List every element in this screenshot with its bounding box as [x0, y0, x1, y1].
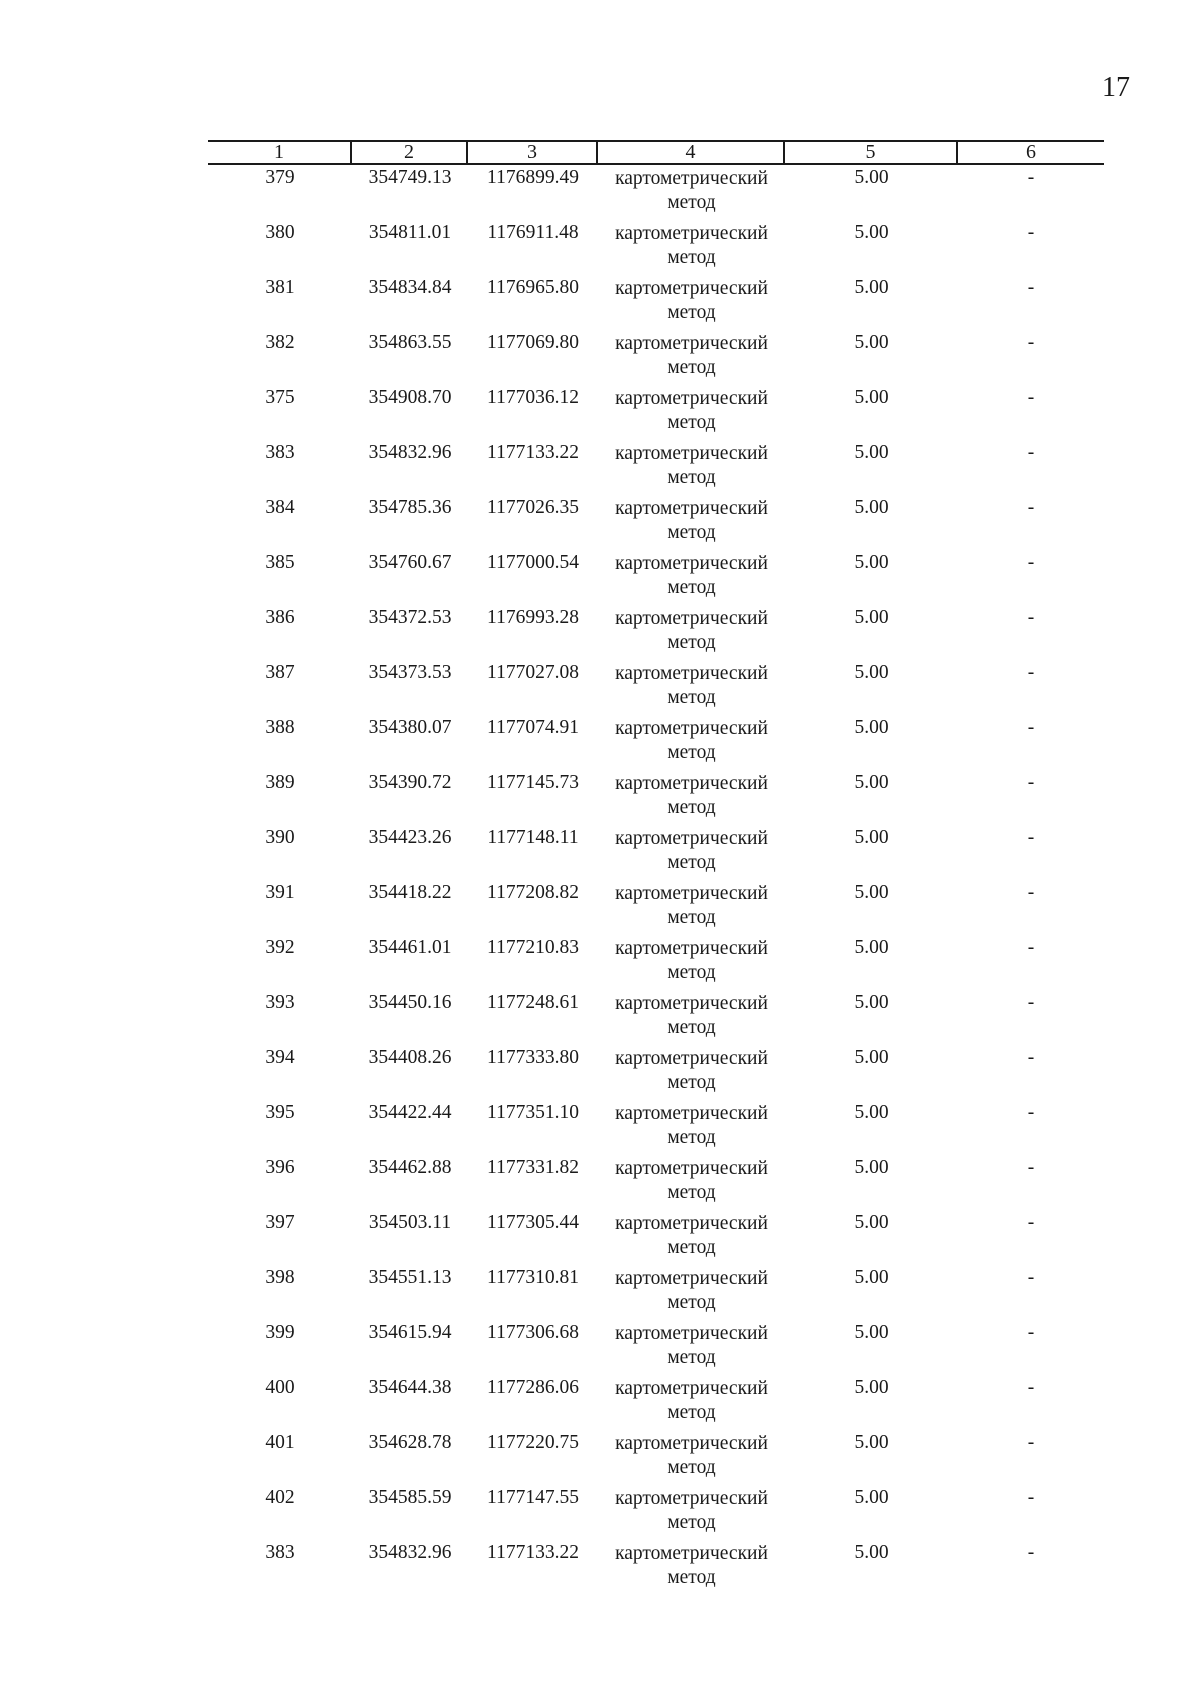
y-coordinate-cell: 1177305.44 [487, 1212, 579, 1233]
note-cell: - [1027, 552, 1035, 573]
method-line-2: метод [667, 302, 716, 323]
x-coordinate-cell: 354749.13 [368, 167, 452, 188]
table-row [208, 605, 1104, 660]
method-cell [598, 1540, 785, 1595]
x-coordinate-cell: 354423.26 [368, 827, 452, 848]
method-line-2: метод [667, 1402, 716, 1423]
table-row [208, 165, 1104, 220]
method-line-1: картометрический [615, 333, 768, 354]
method-cell [598, 330, 785, 385]
point-number-cell: 396 [265, 1157, 295, 1178]
accuracy-cell: 5.00 [854, 992, 889, 1013]
note-cell: - [1027, 1212, 1035, 1233]
method-line-1: картометрический [615, 883, 768, 904]
x-coordinate-cell: 354628.78 [368, 1432, 452, 1453]
method-cell [598, 1265, 785, 1320]
point-number-cell: 398 [265, 1267, 295, 1288]
x-coordinate-cell: 354908.70 [368, 387, 452, 408]
accuracy-cell: 5.00 [854, 882, 889, 903]
table-row [208, 1375, 1104, 1430]
method-cell [598, 1045, 785, 1100]
method-line-1: картометрический [615, 1268, 768, 1289]
accuracy-cell: 5.00 [854, 1322, 889, 1343]
method-line-2: метод [667, 1182, 716, 1203]
table-row [208, 1485, 1104, 1540]
method-cell [598, 825, 785, 880]
note-cell: - [1027, 1542, 1035, 1563]
accuracy-cell: 5.00 [854, 497, 889, 518]
header-col-6: 6 [1026, 141, 1036, 163]
x-coordinate-cell: 354811.01 [368, 222, 452, 243]
accuracy-cell: 5.00 [854, 277, 889, 298]
y-coordinate-cell: 1177208.82 [487, 882, 579, 903]
method-line-2: метод [667, 962, 716, 983]
x-coordinate-cell: 354834.84 [368, 277, 452, 298]
x-coordinate-cell: 354462.88 [368, 1157, 452, 1178]
x-coordinate-cell: 354644.38 [368, 1377, 452, 1398]
y-coordinate-cell: 1177036.12 [487, 387, 579, 408]
note-cell: - [1027, 1267, 1035, 1288]
x-coordinate-cell: 354863.55 [368, 332, 452, 353]
method-cell [598, 385, 785, 440]
point-number-cell: 375 [265, 387, 295, 408]
method-line-1: картометрический [615, 388, 768, 409]
header-col-5: 5 [785, 142, 958, 163]
method-line-2: метод [667, 1457, 716, 1478]
method-line-2: метод [667, 247, 716, 268]
method-line-2: метод [667, 797, 716, 818]
method-cell [598, 990, 785, 1045]
y-coordinate-cell: 1177220.75 [487, 1432, 579, 1453]
table-row [208, 330, 1104, 385]
method-line-2: метод [667, 742, 716, 763]
method-cell [598, 220, 785, 275]
y-coordinate-cell: 1177133.22 [487, 442, 579, 463]
note-cell: - [1027, 167, 1035, 188]
accuracy-cell: 5.00 [854, 1542, 889, 1563]
method-line-1: картометрический [615, 443, 768, 464]
table-body [208, 165, 1104, 1595]
accuracy-cell: 5.00 [854, 167, 889, 188]
method-line-1: картометрический [615, 663, 768, 684]
method-cell [598, 1485, 785, 1540]
x-coordinate-cell: 354390.72 [368, 772, 452, 793]
x-coordinate-cell: 354832.96 [368, 442, 452, 463]
y-coordinate-cell: 1177133.22 [487, 1542, 579, 1563]
accuracy-cell: 5.00 [854, 1102, 889, 1123]
header-col-4: 4 [598, 142, 785, 163]
note-cell: - [1027, 442, 1035, 463]
method-line-2: метод [667, 1347, 716, 1368]
y-coordinate-cell: 1177148.11 [487, 827, 579, 848]
method-cell [598, 495, 785, 550]
method-line-2: метод [667, 357, 716, 378]
x-coordinate-cell: 354760.67 [368, 552, 452, 573]
x-coordinate-cell: 354373.53 [368, 662, 452, 683]
method-line-1: картометрический [615, 168, 768, 189]
method-line-2: метод [667, 1017, 716, 1038]
method-line-1: картометрический [615, 1543, 768, 1564]
accuracy-cell: 5.00 [854, 717, 889, 738]
note-cell: - [1027, 1487, 1035, 1508]
note-cell: - [1027, 497, 1035, 518]
table-row [208, 495, 1104, 550]
point-number-cell: 389 [265, 772, 295, 793]
note-cell: - [1027, 277, 1035, 298]
point-number-cell: 383 [265, 442, 295, 463]
method-line-2: метод [667, 1072, 716, 1093]
method-line-1: картометрический [615, 1103, 768, 1124]
method-line-2: метод [667, 1237, 716, 1258]
accuracy-cell: 5.00 [854, 662, 889, 683]
table-row [208, 1045, 1104, 1100]
method-cell [598, 1430, 785, 1485]
method-cell [598, 715, 785, 770]
table-row [208, 220, 1104, 275]
table-row [208, 1155, 1104, 1210]
method-line-1: картометрический [615, 1213, 768, 1234]
accuracy-cell: 5.00 [854, 827, 889, 848]
accuracy-cell: 5.00 [854, 552, 889, 573]
point-number-cell: 401 [265, 1432, 295, 1453]
table-row [208, 1100, 1104, 1155]
note-cell: - [1027, 1377, 1035, 1398]
note-cell: - [1027, 992, 1035, 1013]
accuracy-cell: 5.00 [854, 607, 889, 628]
note-cell: - [1027, 662, 1035, 683]
note-cell: - [1027, 1322, 1035, 1343]
point-number-cell: 402 [265, 1487, 295, 1508]
y-coordinate-cell: 1177210.83 [487, 937, 579, 958]
y-coordinate-cell: 1177331.82 [487, 1157, 579, 1178]
method-line-2: метод [667, 192, 716, 213]
method-line-1: картометрический [615, 1378, 768, 1399]
point-number-cell: 393 [265, 992, 295, 1013]
method-cell [598, 1210, 785, 1265]
method-line-1: картометрический [615, 773, 768, 794]
accuracy-cell: 5.00 [854, 442, 889, 463]
table-row [208, 990, 1104, 1045]
accuracy-cell: 5.00 [854, 1157, 889, 1178]
method-line-2: метод [667, 1292, 716, 1313]
method-cell [598, 935, 785, 990]
method-line-1: картометрический [615, 1488, 768, 1509]
point-number-cell: 397 [265, 1212, 295, 1233]
method-cell [598, 1100, 785, 1155]
table-row [208, 1320, 1104, 1375]
method-line-2: метод [667, 907, 716, 928]
y-coordinate-cell: 1176965.80 [487, 277, 579, 298]
method-cell [598, 880, 785, 935]
point-number-cell: 394 [265, 1047, 295, 1068]
x-coordinate-cell: 354422.44 [368, 1102, 452, 1123]
point-number-cell: 380 [265, 222, 295, 243]
method-line-1: картометрический [615, 938, 768, 959]
x-coordinate-cell: 354503.11 [368, 1212, 452, 1233]
y-coordinate-cell: 1176911.48 [487, 222, 579, 243]
x-coordinate-cell: 354785.36 [368, 497, 452, 518]
note-cell: - [1027, 937, 1035, 958]
method-cell [598, 770, 785, 825]
accuracy-cell: 5.00 [854, 332, 889, 353]
method-line-1: картометрический [615, 1433, 768, 1454]
y-coordinate-cell: 1176899.49 [487, 167, 579, 188]
header-col-3: 3 [468, 142, 598, 163]
table-row [208, 1210, 1104, 1265]
x-coordinate-cell: 354585.59 [368, 1487, 452, 1508]
method-cell [598, 1155, 785, 1210]
method-line-1: картометрический [615, 278, 768, 299]
method-line-1: картометрический [615, 223, 768, 244]
method-line-2: метод [667, 1512, 716, 1533]
point-number-cell: 386 [265, 607, 295, 628]
point-number-cell: 391 [265, 882, 295, 903]
note-cell: - [1027, 387, 1035, 408]
y-coordinate-cell: 1177000.54 [487, 552, 579, 573]
note-cell: - [1027, 1432, 1035, 1453]
x-coordinate-cell: 354615.94 [368, 1322, 452, 1343]
header-col-2: 2 [352, 142, 468, 163]
y-coordinate-cell: 1177069.80 [487, 332, 579, 353]
accuracy-cell: 5.00 [854, 1377, 889, 1398]
table-row [208, 1265, 1104, 1320]
point-number-cell: 383 [265, 1542, 295, 1563]
y-coordinate-cell: 1177026.35 [487, 497, 579, 518]
method-line-1: картометрический [615, 718, 768, 739]
table-row [208, 440, 1104, 495]
method-cell [598, 1320, 785, 1375]
accuracy-cell: 5.00 [854, 387, 889, 408]
x-coordinate-cell: 354450.16 [368, 992, 452, 1013]
table-row [208, 385, 1104, 440]
x-coordinate-cell: 354832.96 [368, 1542, 452, 1563]
method-line-2: метод [667, 522, 716, 543]
y-coordinate-cell: 1177027.08 [487, 662, 579, 683]
method-cell [598, 440, 785, 495]
table-row [208, 880, 1104, 935]
table-row [208, 825, 1104, 880]
point-number-cell: 392 [265, 937, 295, 958]
point-number-cell: 381 [265, 277, 295, 298]
method-line-2: метод [667, 467, 716, 488]
accuracy-cell: 5.00 [854, 1432, 889, 1453]
accuracy-cell: 5.00 [854, 1212, 889, 1233]
note-cell: - [1027, 717, 1035, 738]
method-line-1: картометрический [615, 608, 768, 629]
y-coordinate-cell: 1177286.06 [487, 1377, 579, 1398]
method-cell [598, 660, 785, 715]
note-cell: - [1027, 222, 1035, 243]
method-line-1: картометрический [615, 553, 768, 574]
note-cell: - [1027, 607, 1035, 628]
note-cell: - [1027, 1047, 1035, 1068]
method-line-2: метод [667, 412, 716, 433]
point-number-cell: 395 [265, 1102, 295, 1123]
accuracy-cell: 5.00 [854, 1487, 889, 1508]
y-coordinate-cell: 1177074.91 [487, 717, 579, 738]
page-number: 17 [1102, 72, 1130, 103]
x-coordinate-cell: 354372.53 [368, 607, 452, 628]
method-line-2: метод [667, 687, 716, 708]
method-line-1: картометрический [615, 1048, 768, 1069]
y-coordinate-cell: 1177310.81 [487, 1267, 579, 1288]
note-cell: - [1027, 1157, 1035, 1178]
point-number-cell: 387 [265, 662, 295, 683]
point-number-cell: 379 [265, 167, 295, 188]
y-coordinate-cell: 1177147.55 [487, 1487, 579, 1508]
note-cell: - [1027, 332, 1035, 353]
method-line-1: картометрический [615, 1158, 768, 1179]
table-row [208, 1540, 1104, 1595]
y-coordinate-cell: 1177145.73 [487, 772, 579, 793]
x-coordinate-cell: 354461.01 [368, 937, 452, 958]
table-row [208, 660, 1104, 715]
note-cell: - [1027, 772, 1035, 793]
point-number-cell: 400 [265, 1377, 295, 1398]
accuracy-cell: 5.00 [854, 222, 889, 243]
point-number-cell: 384 [265, 497, 295, 518]
x-coordinate-cell: 354408.26 [368, 1047, 452, 1068]
method-cell [598, 1375, 785, 1430]
y-coordinate-cell: 1176993.28 [487, 607, 579, 628]
accuracy-cell: 5.00 [854, 772, 889, 793]
method-line-1: картометрический [615, 1323, 768, 1344]
table-row [208, 275, 1104, 330]
point-number-cell: 388 [265, 717, 295, 738]
method-cell [598, 605, 785, 660]
y-coordinate-cell: 1177333.80 [487, 1047, 579, 1068]
accuracy-cell: 5.00 [854, 1267, 889, 1288]
accuracy-cell: 5.00 [854, 1047, 889, 1068]
method-cell [598, 165, 785, 220]
table-row [208, 935, 1104, 990]
table-row [208, 550, 1104, 605]
x-coordinate-cell: 354380.07 [368, 717, 452, 738]
method-line-2: метод [667, 577, 716, 598]
table-row [208, 715, 1104, 770]
header-col-1: 1 [208, 142, 352, 163]
accuracy-cell: 5.00 [854, 937, 889, 958]
table-header-row [208, 140, 1104, 165]
point-number-cell: 390 [265, 827, 295, 848]
table-row [208, 770, 1104, 825]
method-line-1: картометрический [615, 993, 768, 1014]
table-row [208, 1430, 1104, 1485]
point-number-cell: 399 [265, 1322, 295, 1343]
note-cell: - [1027, 1102, 1035, 1123]
method-line-2: метод [667, 1567, 716, 1588]
method-line-2: метод [667, 852, 716, 873]
point-number-cell: 385 [265, 552, 295, 573]
y-coordinate-cell: 1177351.10 [487, 1102, 579, 1123]
point-number-cell: 382 [265, 332, 295, 353]
coordinates-table [208, 140, 1104, 1595]
method-cell [598, 275, 785, 330]
method-line-1: картометрический [615, 828, 768, 849]
y-coordinate-cell: 1177306.68 [487, 1322, 579, 1343]
method-line-2: метод [667, 632, 716, 653]
x-coordinate-cell: 354551.13 [368, 1267, 452, 1288]
note-cell: - [1027, 882, 1035, 903]
method-line-1: картометрический [615, 498, 768, 519]
method-line-2: метод [667, 1127, 716, 1148]
y-coordinate-cell: 1177248.61 [487, 992, 579, 1013]
method-cell [598, 550, 785, 605]
note-cell: - [1027, 827, 1035, 848]
x-coordinate-cell: 354418.22 [368, 882, 452, 903]
